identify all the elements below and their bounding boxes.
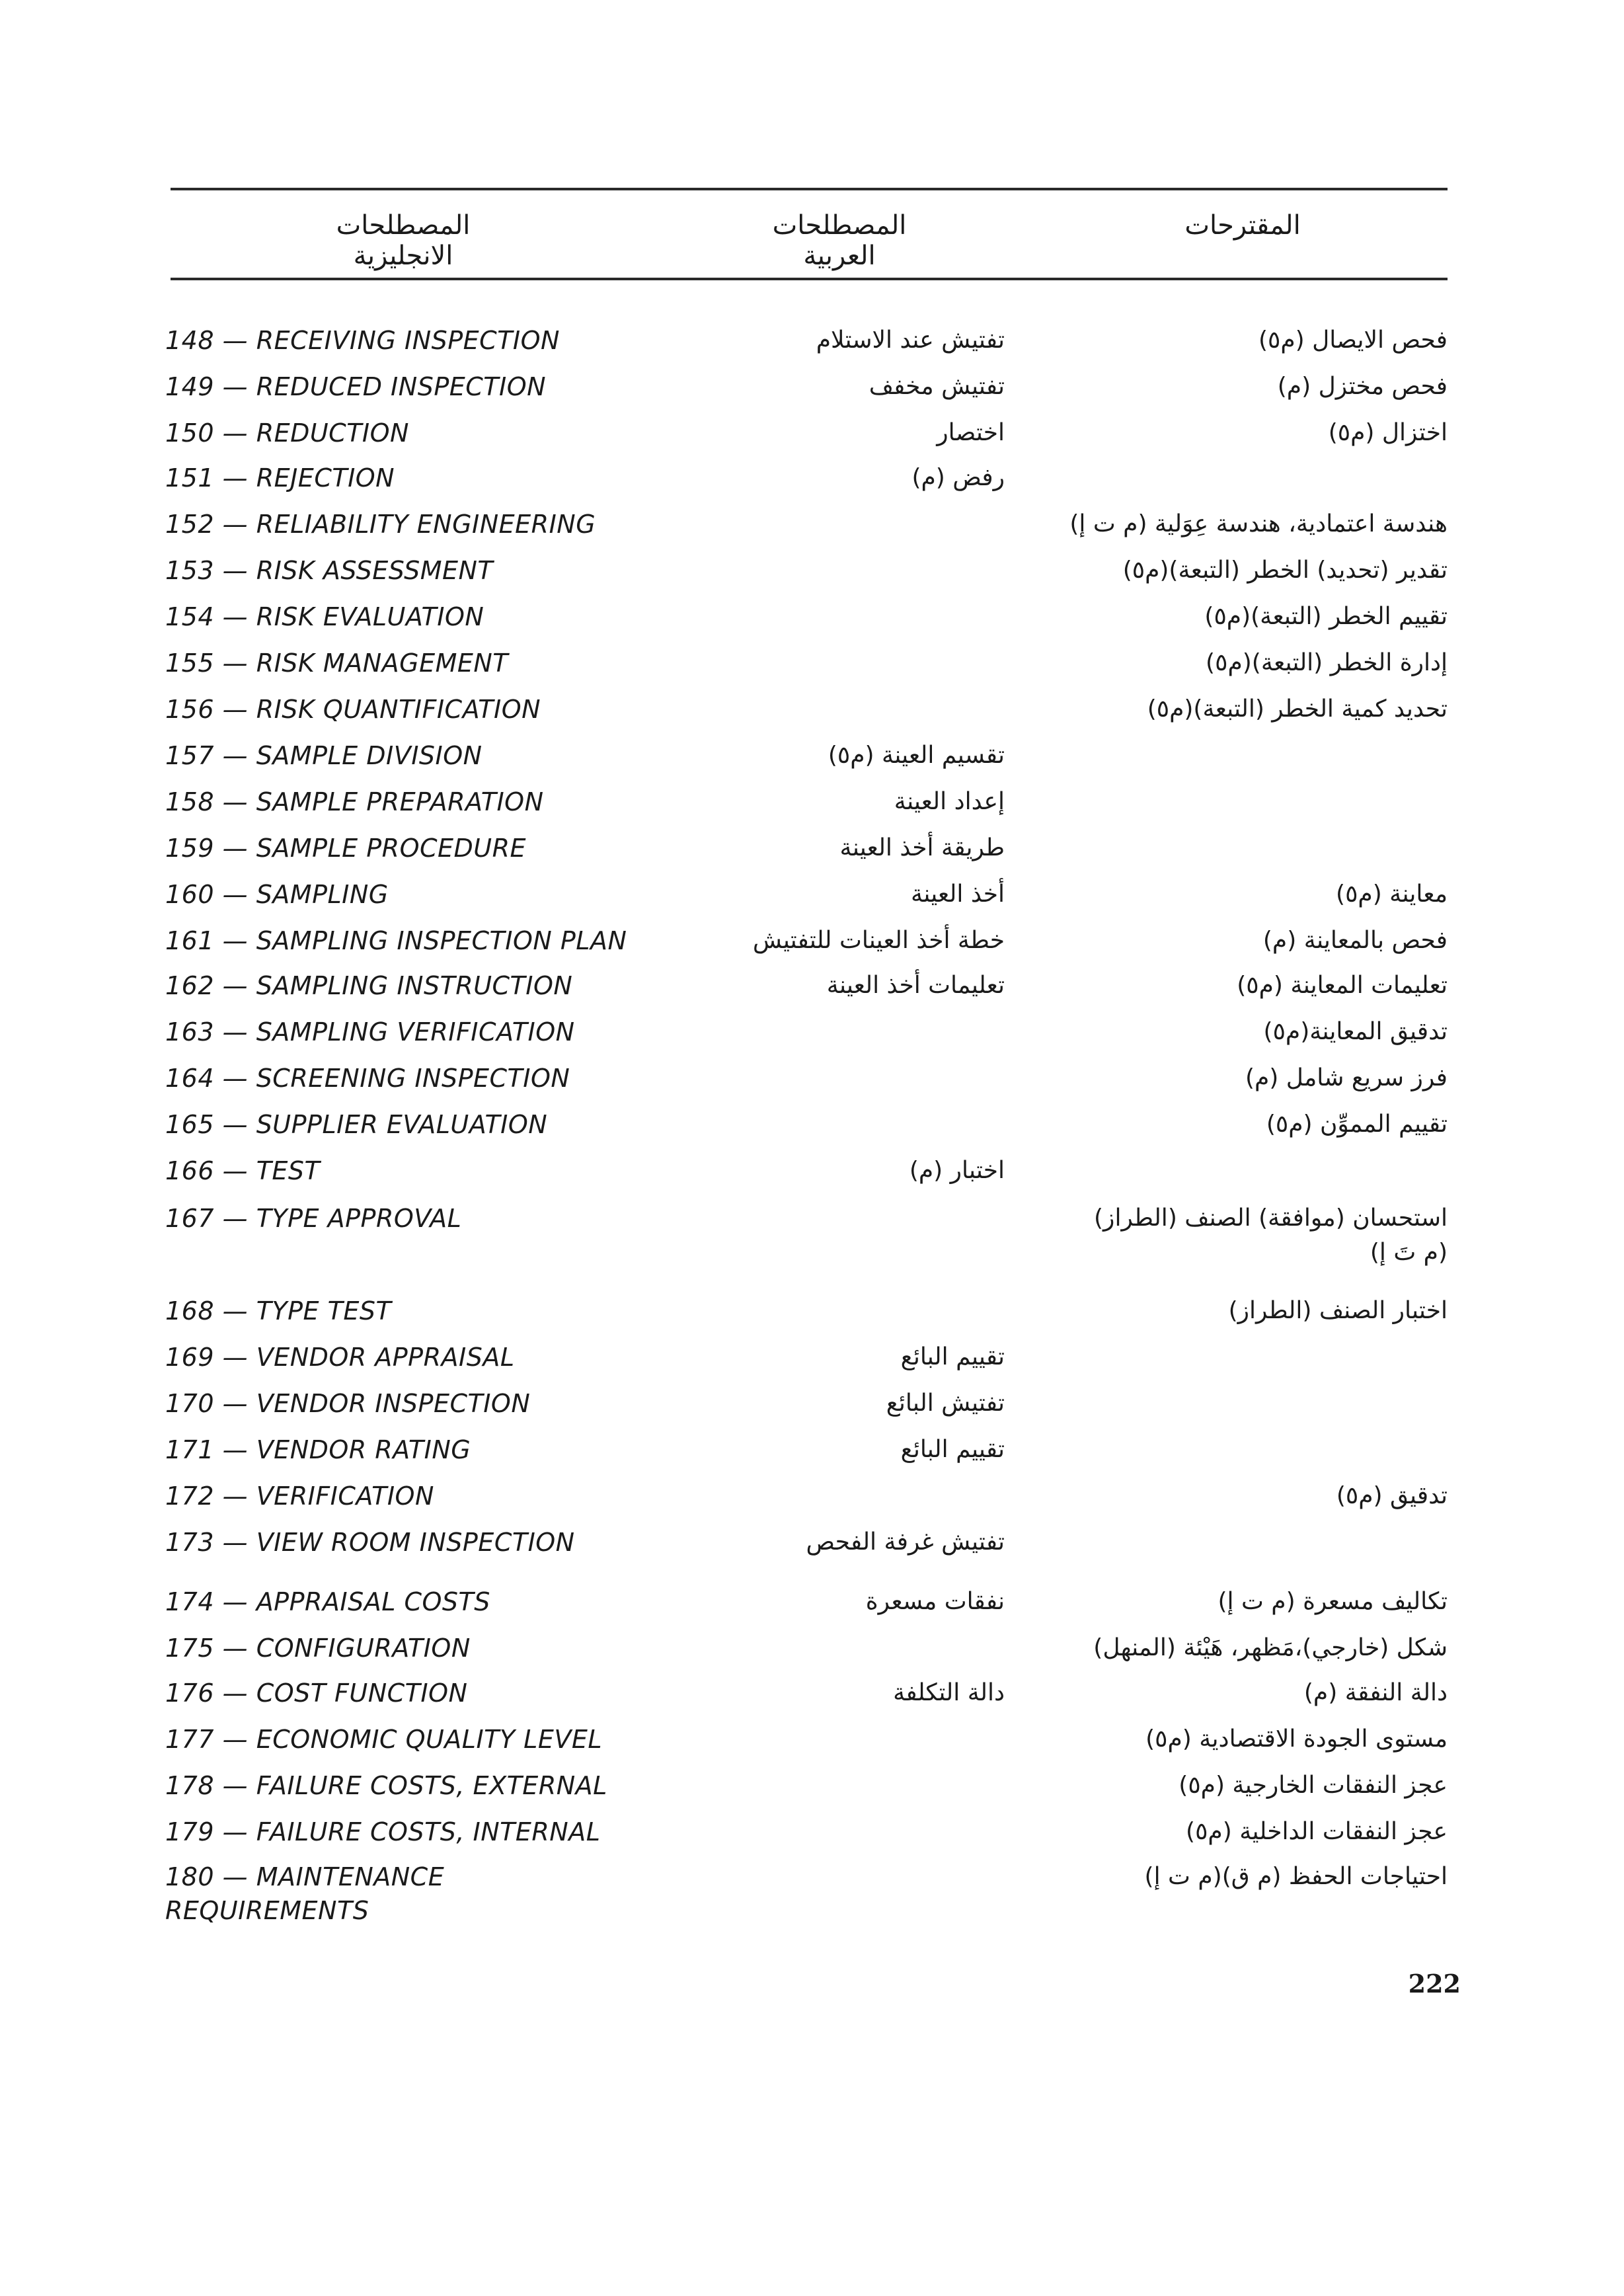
glossary-row xyxy=(0,828,1624,868)
english-term: 168 — TYPE TEST xyxy=(165,1296,392,1326)
arabic-term: رفض (م) xyxy=(911,464,1005,491)
arabic-term: خطة أخذ العينات للتفتيش xyxy=(752,927,1005,954)
english-term: 175 — CONFIGURATION xyxy=(165,1634,471,1663)
english-term: 171 — VENDOR RATING xyxy=(165,1435,471,1464)
english-term: 154 — RISK EVALUATION xyxy=(165,602,484,631)
english-term: 162 — SAMPLING INSTRUCTION xyxy=(165,971,573,1000)
english-term: 167 — TYPE APPROVAL xyxy=(165,1204,462,1233)
header-arabic-terms: المصطلحات العربية xyxy=(772,210,907,271)
english-term: 166 — TEST xyxy=(165,1156,321,1185)
arabic-term: تفتيش عند الاستلام xyxy=(816,327,1005,354)
glossary-row xyxy=(0,458,1624,498)
glossary-row xyxy=(0,1523,1624,1562)
arabic-term: دالة التكلفة xyxy=(893,1679,1005,1706)
proposed-term: فحص مختزل (م) xyxy=(1277,373,1448,400)
arabic-term: تعليمات أخذ العينة xyxy=(826,972,1005,999)
english-term: 176 — COST FUNCTION xyxy=(165,1679,468,1708)
arabic-term: اختصار xyxy=(937,419,1005,446)
proposed-term: اختزال (م٥) xyxy=(1328,419,1448,446)
row-180-english-continuation: REQUIREMENTS xyxy=(165,1896,369,1925)
glossary-row xyxy=(0,1384,1624,1423)
glossary-row xyxy=(0,597,1624,637)
proposed-term: اختبار الصنف (الطراز) xyxy=(1228,1297,1448,1324)
page-number: 222 xyxy=(1408,1969,1461,1999)
glossary-row xyxy=(0,1105,1624,1144)
arabic-term: تقييم البائع xyxy=(900,1436,1005,1463)
glossary-row xyxy=(0,966,1624,1006)
glossary-row xyxy=(0,1720,1624,1759)
arabic-term: تفتيش مخفف xyxy=(869,373,1005,400)
english-term: 170 — VENDOR INSPECTION xyxy=(165,1389,531,1418)
english-term: 179 — FAILURE COSTS, INTERNAL xyxy=(165,1817,601,1846)
arabic-term: اختبار (م) xyxy=(909,1157,1005,1184)
english-term: 165 — SUPPLIER EVALUATION xyxy=(165,1110,548,1139)
english-term: 159 — SAMPLE PROCEDURE xyxy=(165,834,527,863)
glossary-row xyxy=(0,321,1624,360)
arabic-term: طريقة أخذ العينة xyxy=(839,834,1005,861)
header-rule xyxy=(171,278,1448,280)
english-term: 178 — FAILURE COSTS, EXTERNAL xyxy=(165,1771,607,1800)
arabic-term: تفتيش غرفة الفحص xyxy=(806,1528,1005,1556)
english-term: 180 — MAINTENANCE xyxy=(165,1862,445,1891)
proposed-term: تحديد كمية الخطر (التبعة)(م٥) xyxy=(1147,695,1448,723)
proposed-term: مستوى الجودة الاقتصادية (م٥) xyxy=(1145,1725,1448,1753)
glossary-row xyxy=(0,1673,1624,1713)
arabic-term: أخذ العينة xyxy=(911,881,1005,908)
english-term: 155 — RISK MANAGEMENT xyxy=(165,649,509,678)
proposed-term: تدقيق (م٥) xyxy=(1336,1482,1448,1509)
arabic-term: تقسيم العينة (م٥) xyxy=(828,742,1005,769)
english-term: 157 — SAMPLE DIVISION xyxy=(165,741,483,770)
english-term: 164 — SCREENING INSPECTION xyxy=(165,1064,570,1093)
glossary-row xyxy=(0,1058,1624,1098)
glossary-row xyxy=(0,736,1624,775)
glossary-row xyxy=(0,1766,1624,1805)
proposed-term: احتياجات الحفظ (م ق)(م ت إ) xyxy=(1144,1863,1448,1890)
glossary-row xyxy=(0,1337,1624,1377)
english-term: 173 — VIEW ROOM INSPECTION xyxy=(165,1528,575,1557)
english-term: 161 — SAMPLING INSPECTION PLAN xyxy=(165,926,627,955)
proposed-term: معاينة (م٥) xyxy=(1336,881,1448,908)
proposed-term: تكاليف مسعرة (م ت إ) xyxy=(1218,1588,1448,1615)
glossary-row xyxy=(0,782,1624,822)
english-term: 177 — ECONOMIC QUALITY LEVEL xyxy=(165,1725,603,1754)
glossary-row xyxy=(0,1012,1624,1052)
proposed-term: هندسة اعتمادية، هندسة عِوَلية (م ت إ) xyxy=(1069,510,1448,537)
glossary-row xyxy=(0,1812,1624,1852)
header-proposals: المقترحات xyxy=(1184,210,1301,241)
proposed-term: تعليمات المعاينة (م٥) xyxy=(1237,972,1448,999)
proposed-term: عجز النفقات الداخلية (م٥) xyxy=(1186,1818,1448,1845)
row-167-proposal-continuation: (م تَ إ) xyxy=(1370,1239,1448,1266)
english-term: 169 — VENDOR APPRAISAL xyxy=(165,1343,515,1372)
english-term: 148 — RECEIVING INSPECTION xyxy=(165,326,560,355)
arabic-term: إعداد العينة xyxy=(894,788,1005,815)
english-term: 174 — APPRAISAL COSTS xyxy=(165,1587,490,1616)
english-term: 172 — VERIFICATION xyxy=(165,1482,434,1511)
english-term: 158 — SAMPLE PREPARATION xyxy=(165,787,544,816)
proposed-term: دالة النفقة (م) xyxy=(1303,1679,1448,1706)
glossary-row xyxy=(0,1151,1624,1191)
arabic-term: تفتيش البائع xyxy=(886,1390,1005,1417)
proposed-term: استحسان (موافقة) الصنف (الطراز) xyxy=(1094,1205,1448,1232)
english-term: 152 — RELIABILITY ENGINEERING xyxy=(165,510,596,539)
arabic-term: نفقات مسعرة xyxy=(865,1588,1005,1615)
glossary-row xyxy=(0,1582,1624,1622)
top-rule xyxy=(171,188,1448,190)
proposed-term: فحص الايصال (م٥) xyxy=(1258,327,1448,354)
arabic-term: تقييم البائع xyxy=(900,1343,1005,1370)
glossary-row xyxy=(0,413,1624,453)
english-term: 160 — SAMPLING xyxy=(165,880,389,909)
glossary-row xyxy=(0,643,1624,683)
proposed-term: إدارة الخطر (التبعة)(م٥) xyxy=(1206,649,1448,676)
proposed-term: تقدير (تحديد) الخطر (التبعة)(م٥) xyxy=(1122,557,1448,584)
proposed-term: تدقيق المعاينة(م٥) xyxy=(1263,1018,1448,1045)
glossary-row xyxy=(0,690,1624,729)
english-term: 156 — RISK QUANTIFICATION xyxy=(165,695,541,724)
glossary-row xyxy=(0,504,1624,544)
english-term: 153 — RISK ASSESSMENT xyxy=(165,556,494,585)
glossary-row xyxy=(0,551,1624,590)
glossary-row xyxy=(0,367,1624,407)
glossary-row xyxy=(0,1199,1624,1238)
glossary-row xyxy=(0,875,1624,914)
english-term: 150 — REDUCTION xyxy=(165,418,409,448)
header-english-terms: المصطلحات الانجليزية xyxy=(336,210,471,271)
proposed-term: فرز سريع شامل (م) xyxy=(1245,1064,1448,1091)
proposed-term: عجز النفقات الخارجية (م٥) xyxy=(1179,1772,1448,1799)
english-term: 149 — REDUCED INSPECTION xyxy=(165,372,547,401)
english-term: 151 — REJECTION xyxy=(165,463,395,493)
glossary-row xyxy=(0,1628,1624,1668)
glossary-row xyxy=(0,1430,1624,1470)
proposed-term: شكل (خارجي)،مَظهر، هَيْئة (المنهل) xyxy=(1093,1634,1448,1661)
proposed-term: فحص بالمعاينة (م) xyxy=(1262,927,1448,954)
glossary-row xyxy=(0,1476,1624,1516)
english-term: 163 — SAMPLING VERIFICATION xyxy=(165,1017,575,1047)
proposed-term: تقييم الخطر (التبعة)(م٥) xyxy=(1204,603,1448,630)
glossary-row xyxy=(0,1291,1624,1331)
proposed-term: تقييم المموِّن (م٥) xyxy=(1266,1111,1448,1138)
glossary-row xyxy=(0,921,1624,961)
